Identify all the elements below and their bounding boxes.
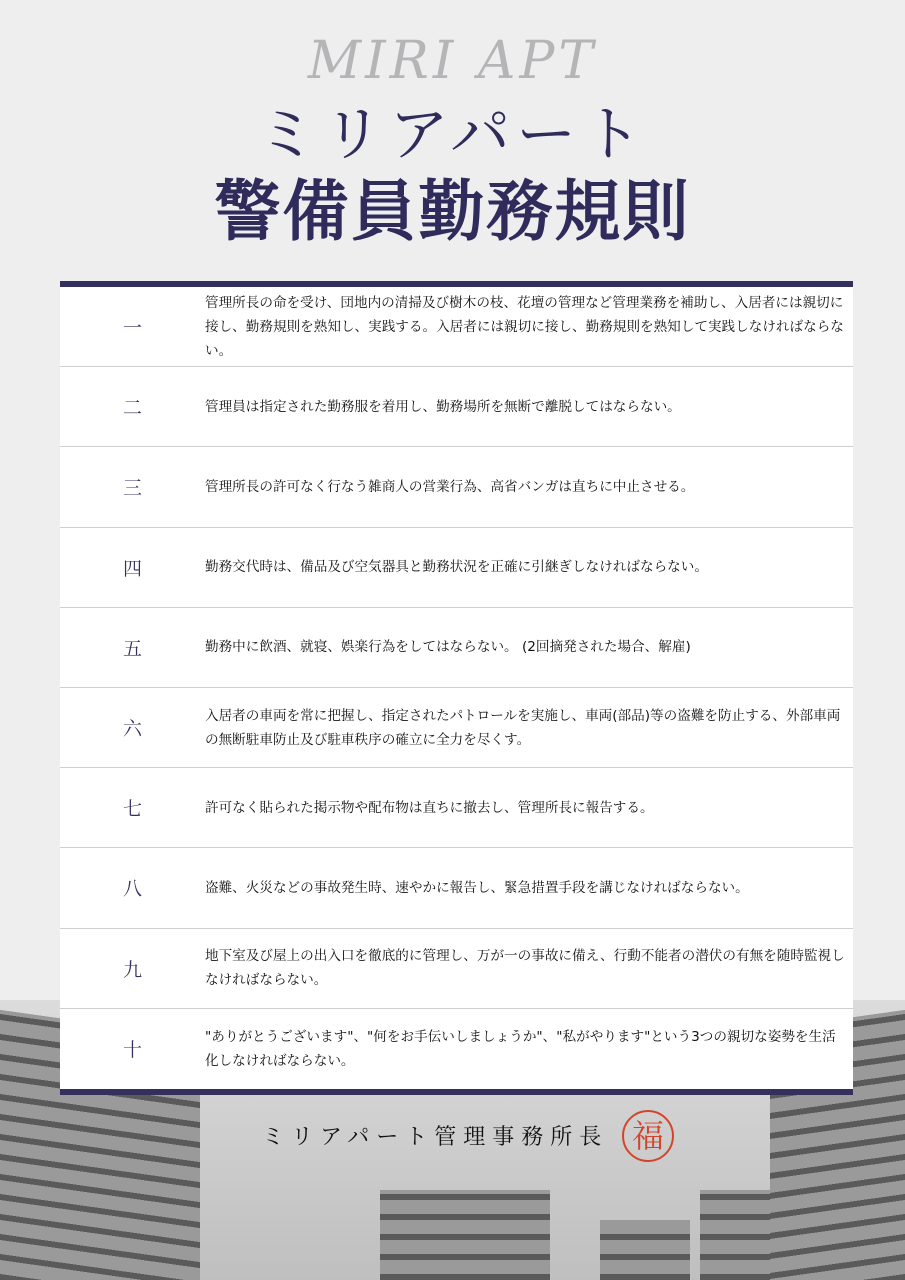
seal-stamp: 福	[622, 1110, 674, 1162]
rule-number: 六	[122, 718, 142, 741]
rule-row	[60, 848, 853, 928]
rule-text: 管理員は指定された勤務服を着用し、勤務場所を無断で離脱してはならない。	[205, 398, 681, 415]
title-line1: ミリアパート	[256, 100, 649, 170]
rule-number: 十	[122, 1039, 142, 1062]
rule-text: 管理所長の命を受け、団地内の清掃及び樹木の枝、花壇の管理など管理業務を補助し、入居者には親切に接し、勤務規則を熟知し、実践する。入居者には親切に接し、勤務規則を熟知して実践しなければならない。	[205, 294, 844, 359]
rule-number: 三	[122, 477, 142, 500]
rule-text: 管理所長の許可なく行なう雑商人の営業行為、高省バンガは直ちに中止させる。	[205, 478, 695, 495]
rule-row	[60, 768, 853, 848]
rule-text: 勤務交代時は、備品及び空気器具と勤務状況を正確に引継ぎしなければならない。	[205, 559, 708, 576]
rule-row	[60, 287, 853, 367]
rule-text: 許可なく貼られた掲示物や配布物は直ちに撤去し、管理所長に報告する。	[205, 799, 654, 816]
rule-number: 二	[122, 397, 142, 420]
page-title: 警備員勤務規則	[214, 173, 691, 250]
rule-number: 四	[122, 557, 142, 580]
rule-row	[60, 367, 853, 447]
rule-text: 地下室及び屋上の出入口を徹底的に管理し、万が一の事故に備え、行動不能者の潜伏の有無を随時監視しなければならない。	[205, 948, 845, 989]
rule-text: 勤務中に飲酒、就寝、娯楽行為をしてはならない。 (2回摘発された場合、解雇)	[205, 639, 691, 656]
rule-number: 一	[122, 317, 142, 340]
rule-text: "ありがとうございます"、"何をお手伝いしましょうか"、"私がやります"という3つの親切な姿勢を生活化しなければならない。	[205, 1028, 836, 1069]
rule-number: 九	[122, 958, 142, 981]
rule-number: 七	[122, 798, 142, 821]
rule-text: 盗難、火災などの事故発生時、速やかに報告し、緊急措置手段を講じなければならない。	[205, 879, 749, 896]
rule-row	[60, 528, 853, 608]
logo-watermark: MIRI APT	[307, 31, 598, 91]
rule-row	[60, 447, 853, 527]
rule-row	[60, 688, 853, 768]
rule-row	[60, 608, 853, 688]
rule-row	[60, 929, 853, 1009]
signature: ミリアパート管理事務所長	[262, 1125, 609, 1150]
rules-table	[60, 281, 853, 1095]
rule-number: 五	[122, 637, 142, 660]
rule-text: 入居者の車両を常に把握し、指定されたパトロールを実施し、車両(部品)等の盗難を防止する、外部車両の無断駐車防止及び駐車秩序の確立に全力を尽くす。	[205, 707, 841, 748]
rule-row	[60, 1009, 853, 1089]
rule-number: 八	[122, 878, 142, 901]
